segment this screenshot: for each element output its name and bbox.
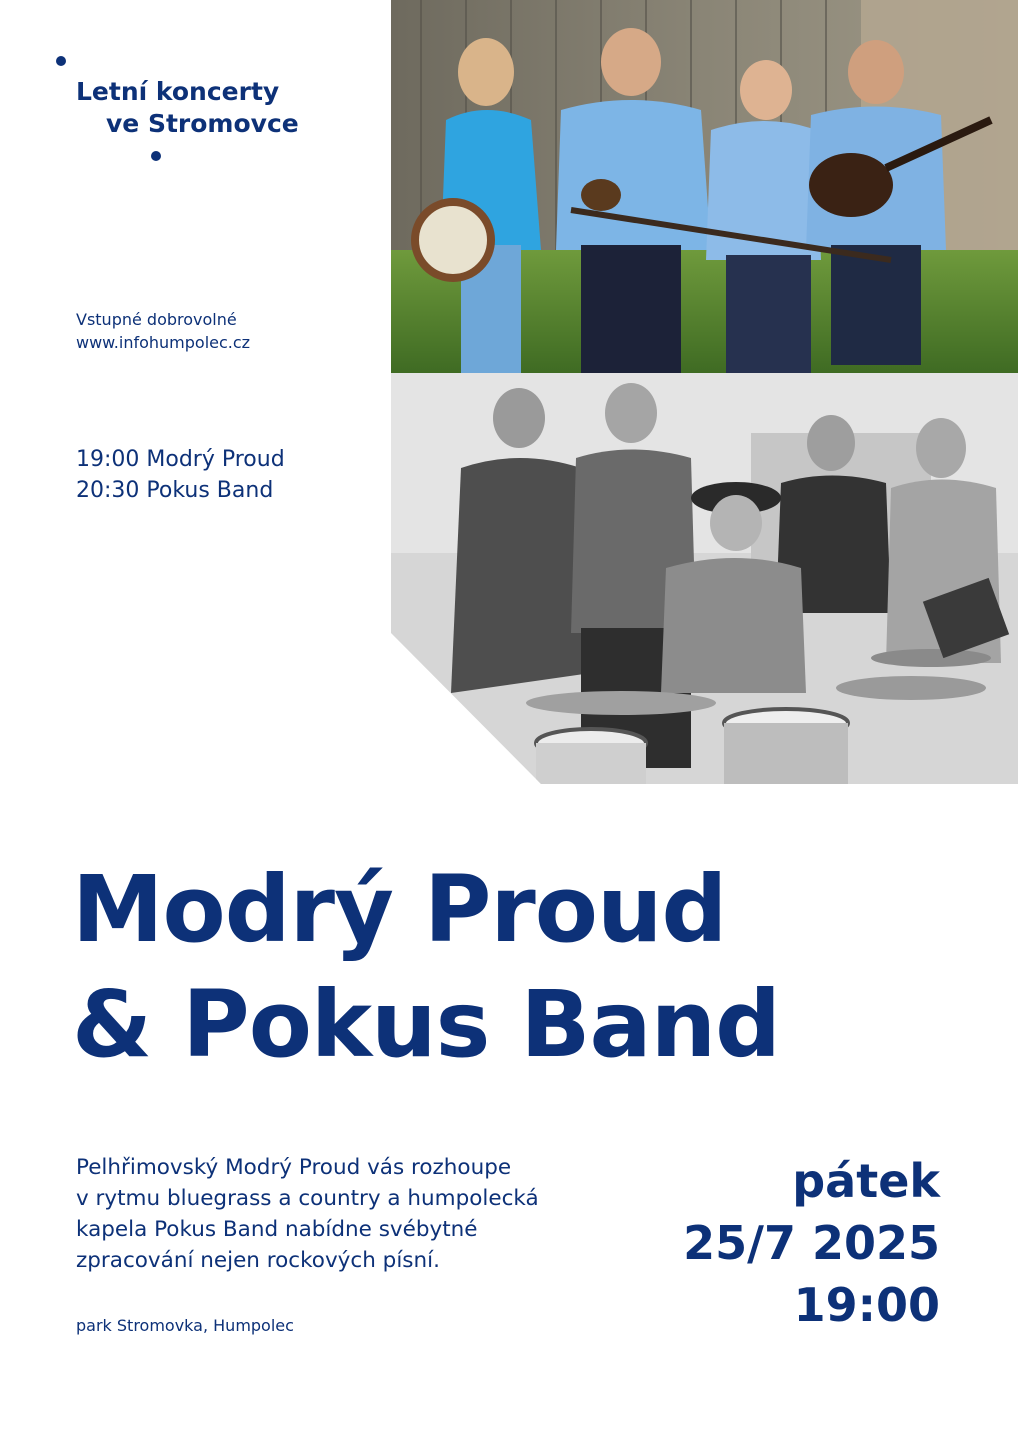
program-list [76, 444, 285, 506]
band-photo-modry-proud [391, 0, 1018, 373]
event-date: 25/7 2025 [683, 1216, 940, 1270]
series-title-line2: ve Stromovce [106, 109, 299, 138]
decor-dot-top [56, 56, 66, 66]
event-description [76, 1152, 676, 1276]
headline-line2: & Pokus Band [72, 971, 780, 1078]
entry-fee-text: Vstupné dobrovolné [76, 310, 237, 329]
band-photo-pokus-band [391, 373, 1018, 784]
event-day: pátek [792, 1154, 940, 1208]
headline-line1: Modrý Proud [72, 856, 727, 963]
description-line: zpracování nejen rockových písní. [76, 1248, 440, 1273]
description-line: Pelhřimovský Modrý Proud vás rozhoupe [76, 1155, 512, 1180]
program-item: 19:00 Modrý Proud [76, 447, 285, 472]
event-date-block [683, 1150, 940, 1336]
entry-info [76, 308, 250, 354]
event-headline [72, 852, 780, 1082]
series-title [76, 76, 299, 140]
description-line: kapela Pokus Band nabídne svébytné [76, 1217, 478, 1242]
decor-dot-bottom [151, 151, 161, 161]
website-link[interactable]: www.infohumpolec.cz [76, 333, 251, 352]
venue-text: park Stromovka, Humpolec [76, 1316, 294, 1335]
program-item: 20:30 Pokus Band [76, 478, 274, 503]
band-photo-modry-proud-image [391, 0, 1018, 373]
band-photo-pokus-band-image [391, 373, 1018, 784]
series-title-line1: Letní koncerty [76, 77, 280, 106]
event-time: 19:00 [793, 1278, 940, 1332]
description-line: v rytmu bluegrass a country a humpolecká [76, 1186, 539, 1211]
